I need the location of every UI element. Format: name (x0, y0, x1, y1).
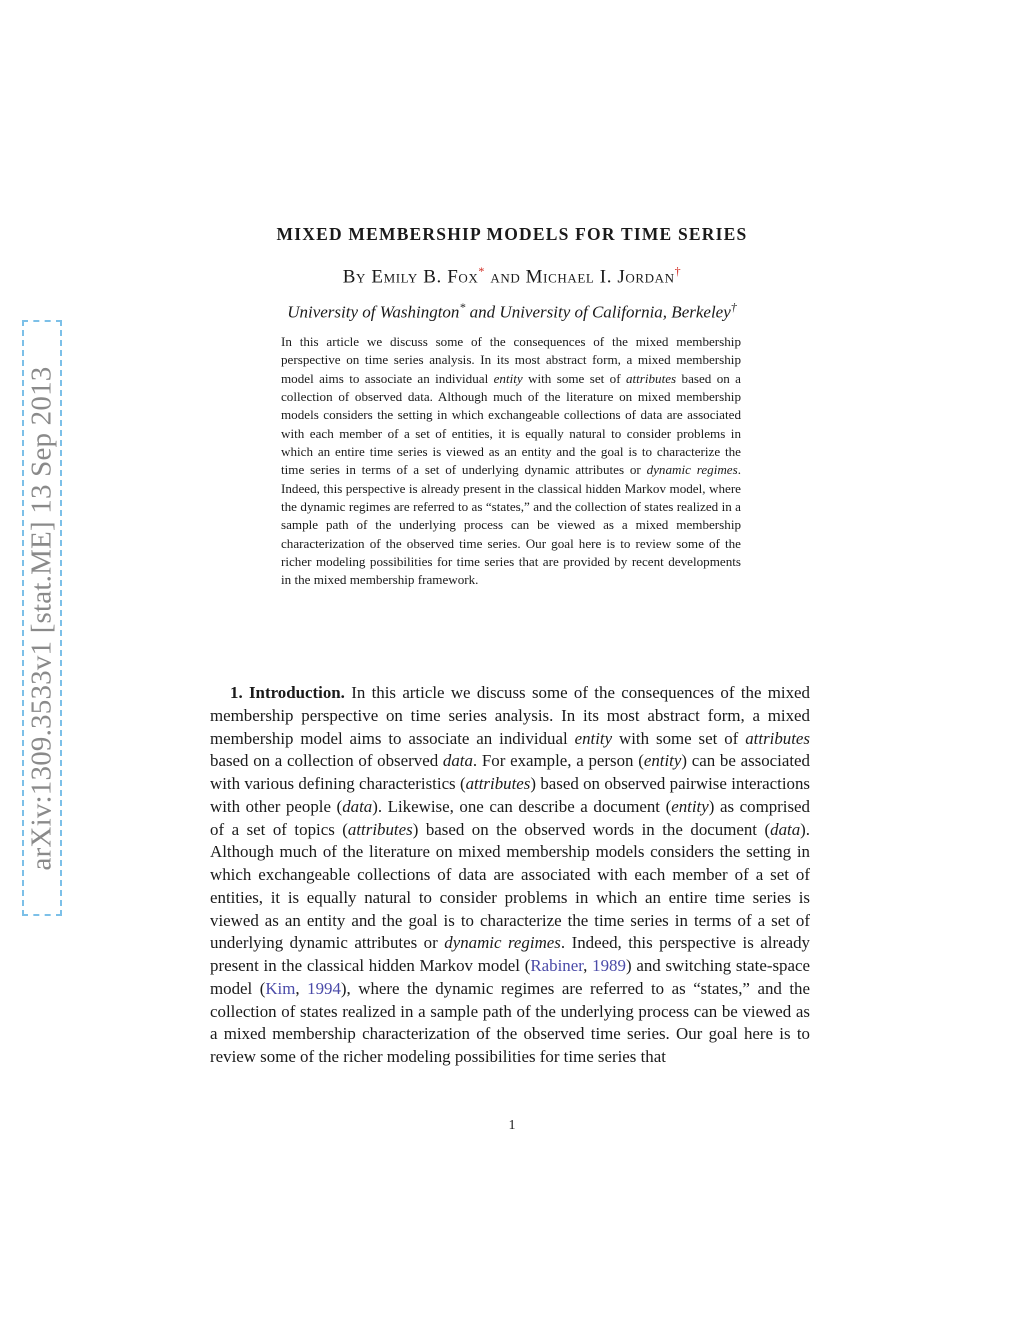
body-text: ) based on observed pairwise interactions with other people ( (210, 774, 810, 816)
body-text: In this article we discuss some of the consequences of the mixed membership perspective on time series analysis. In its most abstract form, a mixed membership model aims to associate an individual (210, 683, 810, 748)
body-emphasis: attributes (465, 774, 531, 793)
author-line (200, 264, 824, 288)
section-heading: 1. Introduction. (230, 683, 345, 702)
author-2-mark[interactable]: † (674, 264, 682, 278)
body-emphasis: entity (574, 728, 613, 748)
body-text: with some set of (612, 728, 746, 748)
citation-rabiner-name[interactable]: Rabiner (530, 956, 584, 975)
author-1-mark[interactable]: * (478, 264, 485, 278)
body-emphasis: data (442, 751, 473, 771)
author-by: By (342, 266, 367, 288)
body-emphasis: attributes (745, 728, 810, 748)
body-text: ) and switching state-space model ( (210, 956, 810, 998)
body-text: ). Although much of the literature on mixed membership models considers the setting in which exchangeable collections of data are associated with each member of a set of entities, it is equally natural to consider problems in which an entire time series is viewed as an entity and the goal is to characterize the time series in terms of a set of underlying dynamic attributes or (210, 819, 811, 953)
abstract-emphasis: dynamic regimes (646, 462, 738, 478)
affiliation-line (200, 300, 824, 323)
body-emphasis: data (342, 796, 373, 816)
page-number: 1 (508, 1118, 516, 1133)
abstract-text: based on a collection of observed data. Although much of the literature on mixed membership models considers the setting in which exchangeable collections of data are associated with each member of a set of entities, it is equally natural to consider problems in which an entire time series is viewed as an entity and the goal is to characterize the time series in terms of a set of underlying dynamic attributes or (281, 370, 741, 478)
citation-kim-name[interactable]: Kim (265, 978, 296, 998)
affiliation-1-mark: * (459, 300, 466, 314)
body-text: ) based on the observed words in the document ( (412, 819, 771, 839)
author-and: and (490, 266, 521, 288)
affiliation-and: and (469, 302, 496, 322)
citation-kim-year[interactable]: 1994 (307, 978, 341, 998)
affiliation-1: University of Washington (287, 302, 460, 322)
body-emphasis: data (770, 819, 801, 839)
body-text: based on a collection of observed (210, 751, 443, 771)
abstract-text: with some set of (522, 370, 626, 386)
body-text: ) as comprised of a set of topics ( (210, 796, 810, 839)
author-1: Emily B. Fox (371, 266, 479, 288)
abstract-text: In this article we discuss some of the consequences of the mixed membership perspective on time series analysis. In its most abstract form, a mixed membership model aims to associate an individual (281, 334, 741, 386)
citation-rabiner-year[interactable]: 1989 (592, 956, 626, 975)
abstract-emphasis: entity (493, 370, 523, 386)
introduction-paragraph (210, 682, 810, 1069)
abstract-emphasis: attributes (625, 370, 677, 386)
abstract (281, 333, 741, 590)
affiliation-2-mark: † (730, 300, 737, 314)
body-emphasis: entity (671, 796, 709, 816)
affiliation-2: University of California, Berkeley (499, 302, 731, 322)
body-text: . Indeed, this perspective is already present in the classical hidden Markov model ( (210, 933, 811, 975)
arxiv-stamp-label: arXiv:1309.3533v1 [stat.ME] 13 Sep 2013 (25, 366, 58, 870)
body-emphasis: entity (643, 751, 682, 771)
body-text: . For example, a person ( (472, 751, 644, 771)
body-emphasis: attributes (347, 819, 413, 839)
abstract-text: . Indeed, this perspective is already present in the classical hidden Markov model, where the dynamic regimes are referred to as “states,” and the collection of states realized in a sample path of the underlying process can be viewed as a mixed membership characterization of the observed time series. Our goal here is to review some of the richer modeling possibilities for time series that are provided by recent developments in the mixed membership framework. (281, 462, 741, 588)
paper-title: MIXED MEMBERSHIP MODELS FOR TIME SERIES (276, 224, 748, 244)
body-text: ), where the dynamic regimes are referred to as “states,” and the collection of states realized in a sample path of the underlying process can be viewed as a mixed membership characterization of the observed time series. Our goal here is to review some of the richer modeling possibilities for time series that (210, 978, 810, 1066)
body-text: ) can be associated with various defining characteristics ( (210, 751, 811, 793)
arxiv-stamp[interactable] (22, 320, 62, 916)
citation-separator: , (295, 978, 308, 998)
author-2: Michael I. Jordan (525, 266, 675, 288)
citation-separator: , (583, 956, 593, 975)
body-emphasis: dynamic regimes (444, 933, 561, 953)
body-text: ). Likewise, one can describe a document ( (372, 796, 672, 816)
